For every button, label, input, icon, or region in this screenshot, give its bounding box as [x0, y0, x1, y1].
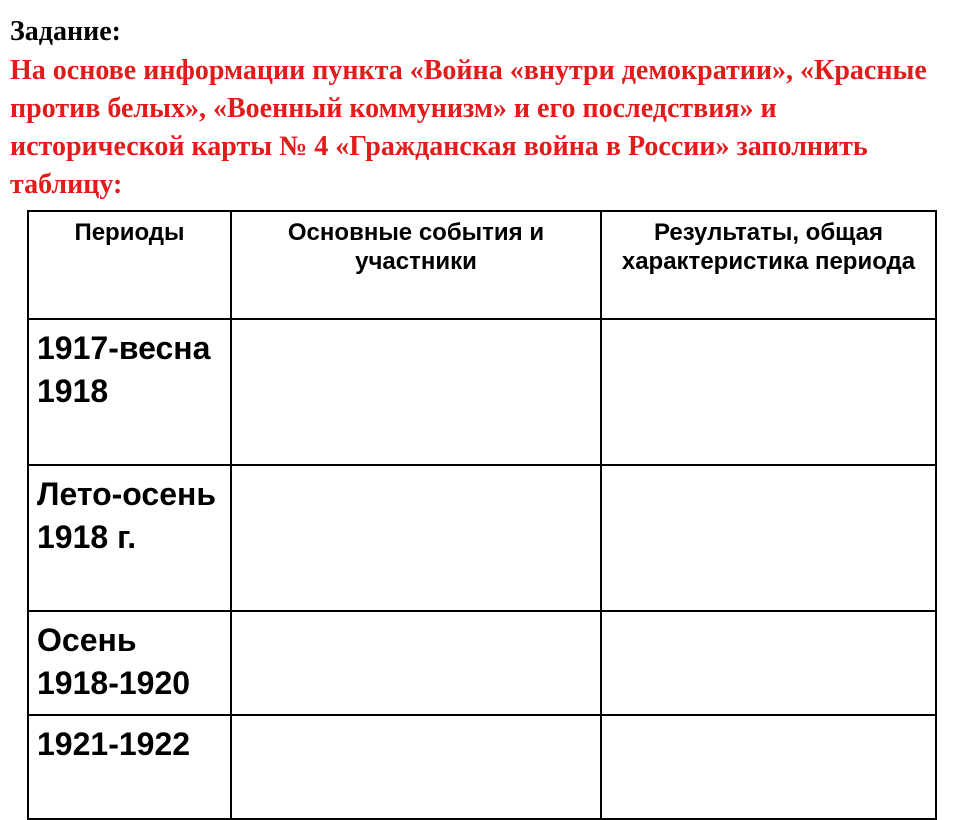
- results-cell[interactable]: [601, 319, 936, 465]
- period-cell: Лето-осень 1918 г.: [28, 465, 231, 611]
- table-row: [28, 319, 936, 465]
- header-periods: Периоды: [28, 211, 231, 319]
- events-cell[interactable]: [231, 715, 601, 819]
- table-header-row: [28, 211, 936, 319]
- table-row: [28, 611, 936, 715]
- task-heading: Задание:: [10, 16, 121, 47]
- periods-table: [27, 210, 937, 820]
- periods-table-container: [27, 210, 935, 762]
- period-cell: Осень 1918-1920: [28, 611, 231, 715]
- events-cell[interactable]: [231, 465, 601, 611]
- header-results: Результаты, общая характеристика периода: [601, 211, 936, 319]
- period-cell: 1917-весна 1918: [28, 319, 231, 465]
- table-row: [28, 715, 936, 819]
- task-instruction: На основе информации пункта «Война «внутри демократии», «Красные против белых», «Военный коммунизм» и его последствия» и исторической карты № 4 «Гражданская война в России» заполнить таблицу:: [10, 55, 927, 200]
- events-cell[interactable]: [231, 319, 601, 465]
- table-row: [28, 465, 936, 611]
- period-cell: 1921-1922: [28, 715, 231, 819]
- header-events: Основные события и участники: [231, 211, 601, 319]
- events-cell[interactable]: [231, 611, 601, 715]
- results-cell[interactable]: [601, 465, 936, 611]
- results-cell[interactable]: [601, 715, 936, 819]
- results-cell[interactable]: [601, 611, 936, 715]
